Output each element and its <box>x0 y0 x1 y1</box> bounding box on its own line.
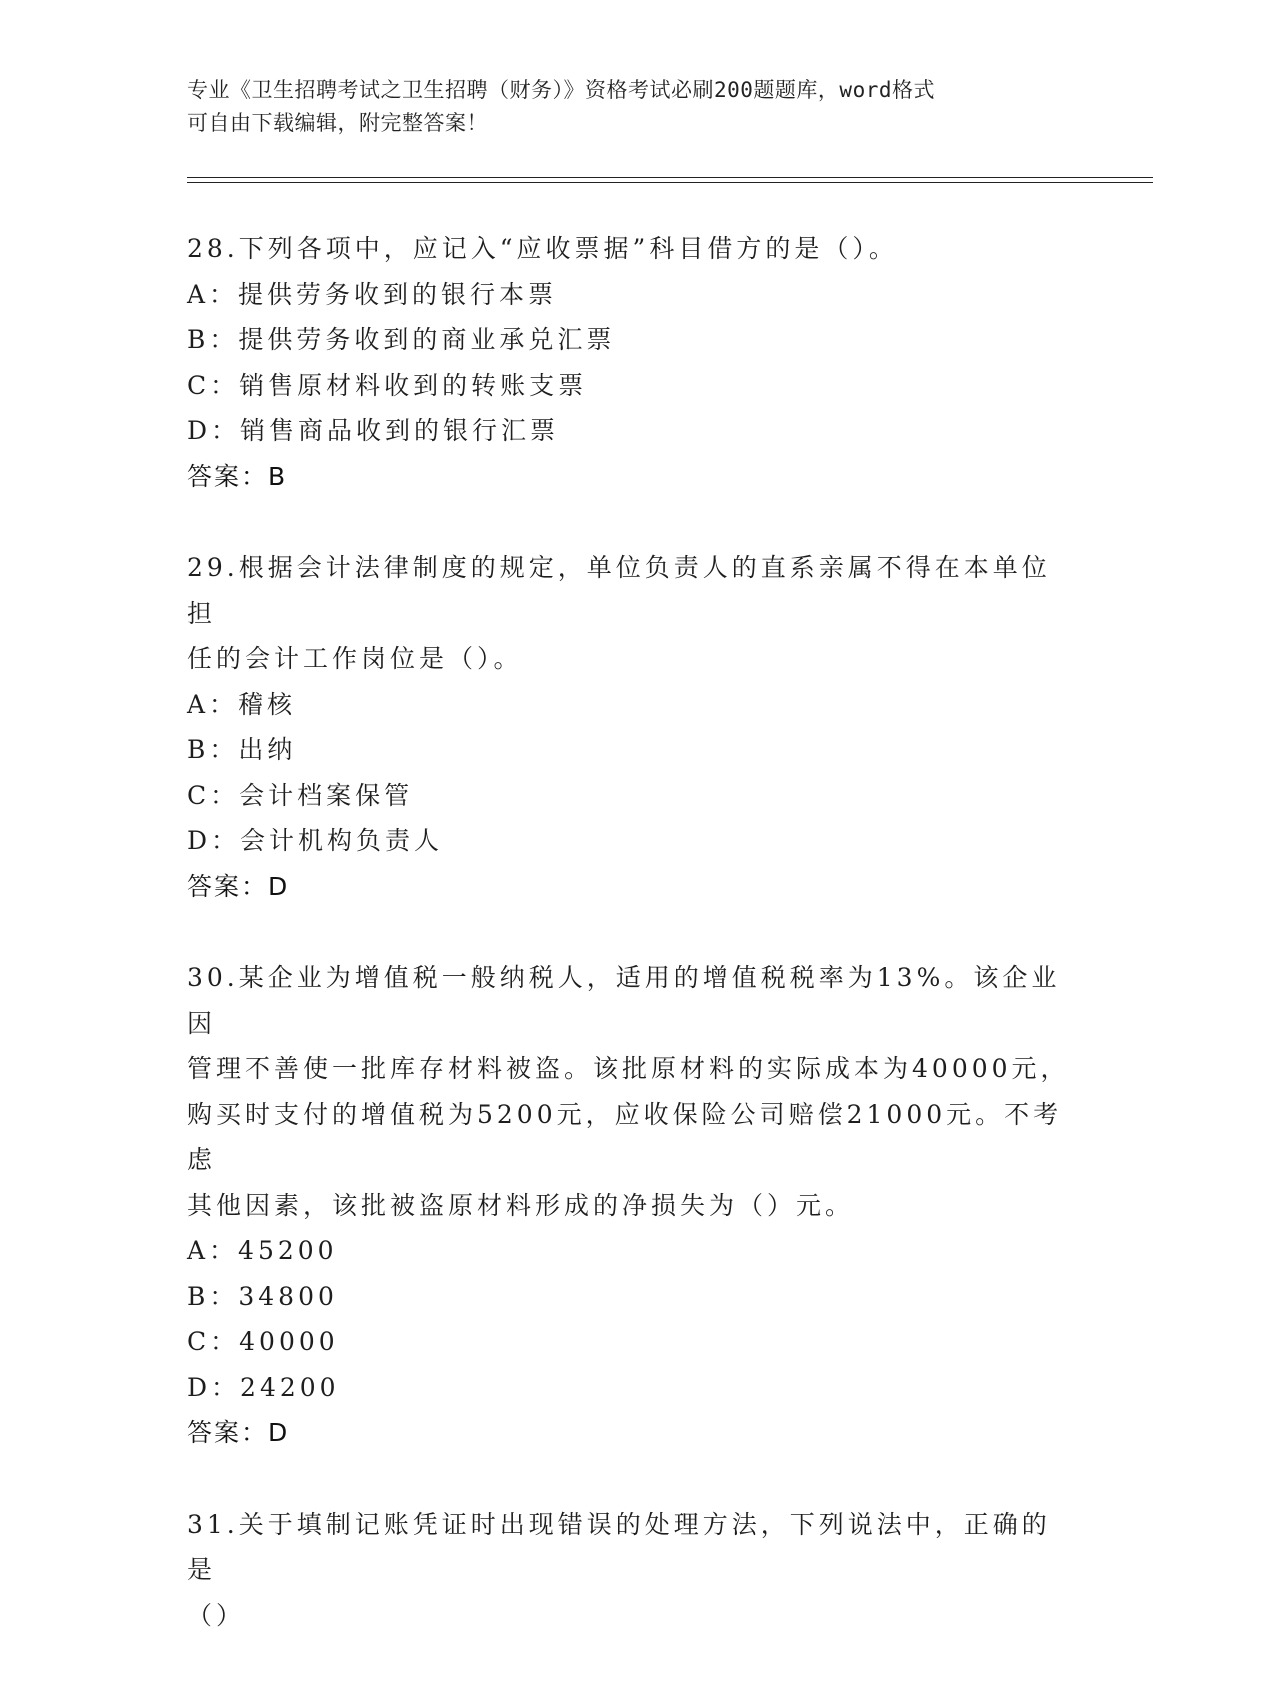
answer-label: 答案： <box>187 1418 269 1447</box>
question-31 <box>187 1502 1087 1639</box>
option-b: B：34800 <box>187 1281 338 1311</box>
option-a: A：提供劳务收到的银行本票 <box>187 279 558 309</box>
option-c: C：会计档案保管 <box>187 780 414 810</box>
question-30 <box>187 955 1087 1456</box>
answer <box>187 454 1087 500</box>
document-header <box>187 74 1067 140</box>
question-text-line: 任的会计工作岗位是（）。 <box>187 644 523 673</box>
question-text-line: 28.下列各项中，应记入“应收票据”科目借方的是（）。 <box>187 234 898 263</box>
answer <box>187 864 1087 910</box>
header-line-2: 可自由下载编辑，附完整答案！ <box>187 111 488 135</box>
question-text-line: 29.根据会计法律制度的规定，单位负责人的直系亲属不得在本单位担 <box>187 553 1051 628</box>
question-text-line: 31.关于填制记账凭证时出现错误的处理方法，下列说法中，正确的是 <box>187 1509 1051 1584</box>
question-text-line: 其他因素，该批被盗原材料形成的净损失为（）元。 <box>187 1190 855 1220</box>
option-a: A：稽核 <box>187 689 297 719</box>
answer-value: B <box>268 461 287 491</box>
option-b: B：出纳 <box>187 735 297 764</box>
header-line-1: 专业《卫生招聘考试之卫生招聘（财务）》资格考试必刷200题题库，word格式 <box>187 78 935 102</box>
question-text-line: 30.某企业为增值税一般纳税人，适用的增值税税率为13%。该企业因 <box>187 963 1061 1038</box>
question-28 <box>187 226 1087 499</box>
option-d: D：销售商品收到的银行汇票 <box>187 416 560 445</box>
option-a: A：45200 <box>187 1236 338 1265</box>
question-list <box>187 226 1087 1684</box>
answer <box>187 1410 1087 1456</box>
header-divider-bottom <box>187 182 1153 183</box>
answer-label: 答案： <box>187 461 269 491</box>
option-d: D：24200 <box>187 1372 340 1402</box>
question-text-line: 管理不善使一批库存材料被盗。该批原材料的实际成本为40000元， <box>187 1054 1070 1083</box>
answer-value: D <box>268 1418 289 1447</box>
option-d: D：会计机构负责人 <box>187 826 444 855</box>
header-divider-top <box>187 177 1153 178</box>
answer-label: 答案： <box>187 871 269 901</box>
question-29 <box>187 545 1087 909</box>
option-c: C：销售原材料收到的转账支票 <box>187 370 588 400</box>
option-c: C：40000 <box>187 1327 339 1356</box>
question-text-line: （） <box>187 1600 246 1630</box>
question-text-line: 购买时支付的增值税为5200元，应收保险公司赔偿21000元。不考虑 <box>187 1099 1063 1174</box>
option-b: B：提供劳务收到的商业承兑汇票 <box>187 325 616 354</box>
answer-value: D <box>268 871 289 901</box>
